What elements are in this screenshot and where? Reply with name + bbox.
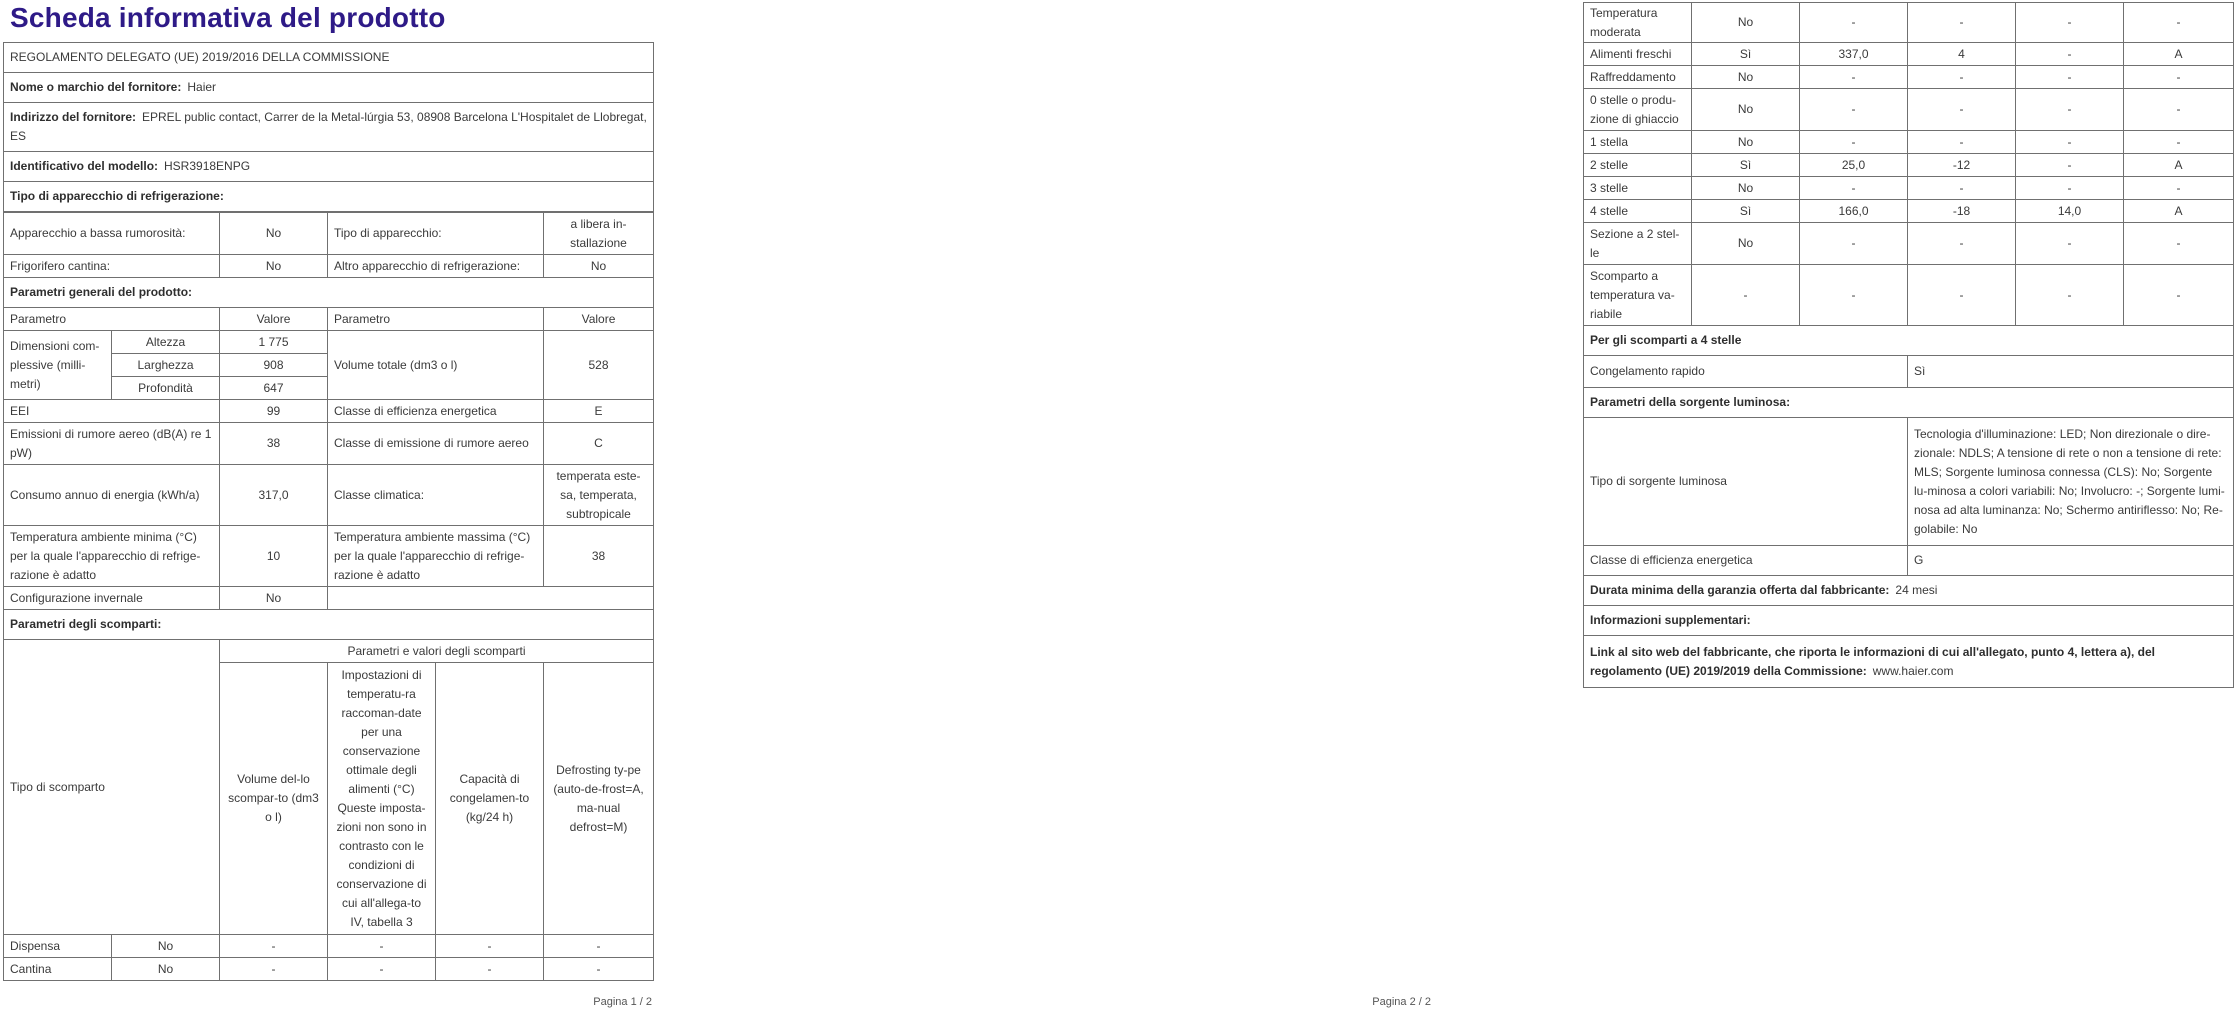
- compartment-params-header: Parametri e valori degli scomparti: [220, 640, 654, 663]
- document-title: Scheda informativa del prodotto: [10, 2, 446, 33]
- address-row: [4, 103, 654, 152]
- compartment-volume: 25,0: [1800, 154, 1908, 177]
- appliance-type-value: a libera in-stallazione: [544, 213, 654, 255]
- manufacturer-link[interactable]: www.haier.com: [1872, 663, 1954, 678]
- compartment-freezing: -: [2016, 177, 2124, 200]
- light-type-value: Tecnologia d'illuminazione: LED; Non direzionale o dire-zionale: NDLS; A tensione di rete o non a tensione di rete: MLS; Sorgente luminosa connessa (CLS): No; Sorgente lu-minosa a colori variabili: No; Involucro: -; Sorgente lumi-nosa ad alta luminanza: No; Schermo antiriflesso: No; Re-golabile: No: [1908, 418, 2234, 546]
- col-parameter: Parametro: [4, 308, 220, 331]
- noise-value: 38: [220, 423, 328, 465]
- compartment-freezing: -: [2016, 154, 2124, 177]
- max-temp-value: 38: [544, 526, 654, 587]
- compartment-defrost: -: [2124, 3, 2234, 43]
- dimensions-label: Dimensioni com-plessive (milli-metri): [4, 331, 112, 400]
- max-temp-label: Temperatura ambiente massima (°C) per la quale l'apparecchio di refrige-razione è adatto: [328, 526, 544, 587]
- address-label: Indirizzo del fornitore:: [10, 110, 136, 124]
- noise-class-value: C: [544, 423, 654, 465]
- compartment-freezing: -: [2016, 3, 2124, 43]
- compartment-defrost: A: [2124, 200, 2234, 223]
- fast-freeze-value: Sì: [1908, 356, 2234, 388]
- compartment-type-label: Tipo di scomparto: [4, 640, 220, 935]
- light-class-label: Classe di efficienza energetica: [1584, 546, 1908, 576]
- consumption-label: Consumo annuo di energia (kWh/a): [4, 465, 220, 526]
- supplier-row: [4, 73, 654, 103]
- table-row: [4, 935, 654, 958]
- compartment-temp: -12: [1908, 154, 2016, 177]
- table-row: [1584, 223, 2234, 265]
- compartment-temp: -: [1908, 66, 2016, 89]
- energy-class-value: E: [544, 400, 654, 423]
- compartment-volume: -: [220, 935, 328, 958]
- warranty-value: 24 mesi: [1895, 583, 1938, 597]
- low-noise-value: No: [220, 213, 328, 255]
- fast-freeze-label: Congelamento rapido: [1584, 356, 1908, 388]
- compartment-freezing: -: [436, 958, 544, 981]
- compartment-name: Alimenti freschi: [1584, 43, 1692, 66]
- compartment-present: No: [1692, 66, 1800, 89]
- table-row: [1584, 43, 2234, 66]
- table-row: [1584, 177, 2234, 200]
- compartment-name: 1 stella: [1584, 131, 1692, 154]
- table-row: [1584, 89, 2234, 131]
- compartment-freezing: -: [2016, 265, 2124, 326]
- min-temp-label: Temperatura ambiente minima (°C) per la quale l'apparecchio di refrige-razione è adatto: [4, 526, 220, 587]
- compartment-present: No: [1692, 131, 1800, 154]
- height-label: Altezza: [112, 331, 220, 354]
- compartment-name: Dispensa: [4, 935, 112, 958]
- compartment-freezing: -: [2016, 223, 2124, 265]
- light-type-label: Tipo di sorgente luminosa: [1584, 418, 1908, 546]
- empty-cell: [328, 587, 654, 610]
- compartment-name: Scomparto a temperatura va-riabile: [1584, 265, 1692, 326]
- col-compartment-volume: Volume del-lo scompar-to (dm3 o l): [220, 663, 328, 935]
- four-star-header: Per gli scomparti a 4 stelle: [1584, 326, 2234, 356]
- page-number: Pagina 1 / 2: [593, 996, 652, 1008]
- col-freezing-capacity: Capacità di congelamen-to (kg/24 h): [436, 663, 544, 935]
- product-info-table: [3, 42, 654, 212]
- page-1: [0, 0, 660, 1011]
- table-row: [1584, 200, 2234, 223]
- compartment-defrost: -: [2124, 89, 2234, 131]
- width-label: Larghezza: [112, 354, 220, 377]
- climate-value: temperata este-sa, temperata, subtropicale: [544, 465, 654, 526]
- manufacturer-link-row: [1584, 636, 2234, 688]
- compartment-present: No: [112, 958, 220, 981]
- compartment-volume: 166,0: [1800, 200, 1908, 223]
- compartment-temp: -18: [1908, 200, 2016, 223]
- table-row: [1584, 154, 2234, 177]
- compartment-volume: -: [1800, 177, 1908, 200]
- noise-label: Emissioni di rumore aereo (dB(A) re 1 pW): [4, 423, 220, 465]
- climate-label: Classe climatica:: [328, 465, 544, 526]
- table-row: [1584, 66, 2234, 89]
- compartments-header: Parametri degli scomparti:: [4, 610, 654, 640]
- compartment-temp: -: [1908, 265, 2016, 326]
- other-appliance-value: No: [544, 255, 654, 278]
- compartment-freezing: -: [436, 935, 544, 958]
- col-parameter-2: Parametro: [328, 308, 544, 331]
- energy-class-label: Classe di efficienza energetica: [328, 400, 544, 423]
- compartment-volume: -: [1800, 3, 1908, 43]
- compartment-present: No: [1692, 223, 1800, 265]
- compartment-freezing: -: [2016, 43, 2124, 66]
- compartments-table-continued: [1583, 2, 2234, 688]
- compartment-temp: -: [328, 935, 436, 958]
- compartment-volume: -: [1800, 265, 1908, 326]
- eei-value: 99: [220, 400, 328, 423]
- general-params-header: Parametri generali del prodotto:: [4, 278, 654, 308]
- compartment-volume: -: [1800, 89, 1908, 131]
- compartment-present: No: [1692, 177, 1800, 200]
- model-value: HSR3918ENPG: [164, 159, 251, 173]
- width-value: 908: [220, 354, 328, 377]
- compartment-present: No: [112, 935, 220, 958]
- compartment-defrost: A: [2124, 154, 2234, 177]
- compartment-defrost: -: [544, 935, 654, 958]
- compartment-name: 4 stelle: [1584, 200, 1692, 223]
- compartment-defrost: -: [2124, 223, 2234, 265]
- additional-info-header: Informazioni supplementari:: [1584, 606, 2234, 636]
- other-appliance-label: Altro apparecchio di refrigerazione:: [328, 255, 544, 278]
- compartment-freezing: -: [2016, 66, 2124, 89]
- warranty-label: Durata minima della garanzia offerta dal fabbricante:: [1590, 583, 1890, 597]
- compartment-freezing: -: [2016, 89, 2124, 131]
- address-value: EPREL public contact, Carrer de la Metal-lúrgia 53, 08908 Barcelona L'Hospitalet de Llobregat, ES: [10, 110, 647, 143]
- compartment-temp: -: [1908, 89, 2016, 131]
- wine-value: No: [220, 255, 328, 278]
- min-temp-value: 10: [220, 526, 328, 587]
- volume-label: Volume totale (dm3 o l): [328, 331, 544, 400]
- table-row: [4, 958, 654, 981]
- col-defrost-type: Defrosting ty-pe (auto-de-frost=A, ma-nual defrost=M): [544, 663, 654, 935]
- compartment-name: Raffreddamento: [1584, 66, 1692, 89]
- page-number: Pagina 2 / 2: [1372, 996, 1431, 1008]
- compartment-present: No: [1692, 89, 1800, 131]
- compartment-defrost: -: [2124, 177, 2234, 200]
- compartment-freezing: -: [2016, 131, 2124, 154]
- link-label: Link al sito web del fabbricante, che riporta le informazioni di cui all'allegato, punto 4, lettera a), del regolamento (UE) 2019/2019 della Commissione:: [1590, 644, 2155, 678]
- compartment-present: -: [1692, 265, 1800, 326]
- table-row: [1584, 3, 2234, 43]
- compartment-volume: 337,0: [1800, 43, 1908, 66]
- compartment-temp: 4: [1908, 43, 2016, 66]
- compartment-temp: -: [1908, 3, 2016, 43]
- model-row: [4, 152, 654, 182]
- supplier-value: Haier: [187, 80, 217, 94]
- winter-label: Configurazione invernale: [4, 587, 220, 610]
- compartment-defrost: -: [2124, 131, 2234, 154]
- compartment-defrost: -: [2124, 265, 2234, 326]
- volume-value: 528: [544, 331, 654, 400]
- compartment-name: 2 stelle: [1584, 154, 1692, 177]
- compartment-temp: -: [1908, 177, 2016, 200]
- page-2: [790, 0, 2225, 1011]
- eei-label: EEI: [4, 400, 220, 423]
- compartment-defrost: -: [2124, 66, 2234, 89]
- supplier-label: Nome o marchio del fornitore:: [10, 80, 182, 94]
- col-value-2: Valore: [544, 308, 654, 331]
- appliance-type-header: Tipo di apparecchio di refrigerazione:: [4, 182, 654, 212]
- table-row: [1584, 131, 2234, 154]
- col-temp-settings: Impostazioni di temperatu-ra raccoman-date per una conservazione ottimale degli alimenti (°C) Queste imposta-zioni non sono in contrasto con le condizioni di conservazione di cui all'allega-to IV, tabella 3: [328, 663, 436, 935]
- compartment-name: Temperatura moderata: [1584, 3, 1692, 43]
- col-value: Valore: [220, 308, 328, 331]
- compartment-volume: -: [1800, 223, 1908, 265]
- warranty-row: [1584, 576, 2234, 606]
- compartment-defrost: -: [544, 958, 654, 981]
- compartment-name: Cantina: [4, 958, 112, 981]
- compartment-volume: -: [1800, 66, 1908, 89]
- appliance-type-label: Tipo di apparecchio:: [328, 213, 544, 255]
- depth-value: 647: [220, 377, 328, 400]
- compartment-name: 3 stelle: [1584, 177, 1692, 200]
- compartment-temp: -: [328, 958, 436, 981]
- table-row: [1584, 265, 2234, 326]
- compartment-defrost: A: [2124, 43, 2234, 66]
- compartment-temp: -: [1908, 223, 2016, 265]
- wine-label: Frigorifero cantina:: [4, 255, 220, 278]
- winter-value: No: [220, 587, 328, 610]
- noise-class-label: Classe di emissione di rumore aereo: [328, 423, 544, 465]
- compartment-present: Sì: [1692, 200, 1800, 223]
- regulation-text: REGOLAMENTO DELEGATO (UE) 2019/2016 DELLA COMMISSIONE: [4, 43, 654, 73]
- compartment-present: Sì: [1692, 43, 1800, 66]
- light-class-value: G: [1908, 546, 2234, 576]
- compartment-present: Sì: [1692, 154, 1800, 177]
- compartment-volume: -: [1800, 131, 1908, 154]
- low-noise-label: Apparecchio a bassa rumorosità:: [4, 213, 220, 255]
- consumption-value: 317,0: [220, 465, 328, 526]
- compartment-name: 0 stelle o produ-zione di ghiaccio: [1584, 89, 1692, 131]
- compartment-volume: -: [220, 958, 328, 981]
- depth-label: Profondità: [112, 377, 220, 400]
- compartment-freezing: 14,0: [2016, 200, 2124, 223]
- parameters-table: [3, 212, 654, 981]
- light-source-header: Parametri della sorgente luminosa:: [1584, 388, 2234, 418]
- compartment-present: No: [1692, 3, 1800, 43]
- model-label: Identificativo del modello:: [10, 159, 159, 173]
- compartment-temp: -: [1908, 131, 2016, 154]
- compartment-name: Sezione a 2 stel-le: [1584, 223, 1692, 265]
- height-value: 1 775: [220, 331, 328, 354]
